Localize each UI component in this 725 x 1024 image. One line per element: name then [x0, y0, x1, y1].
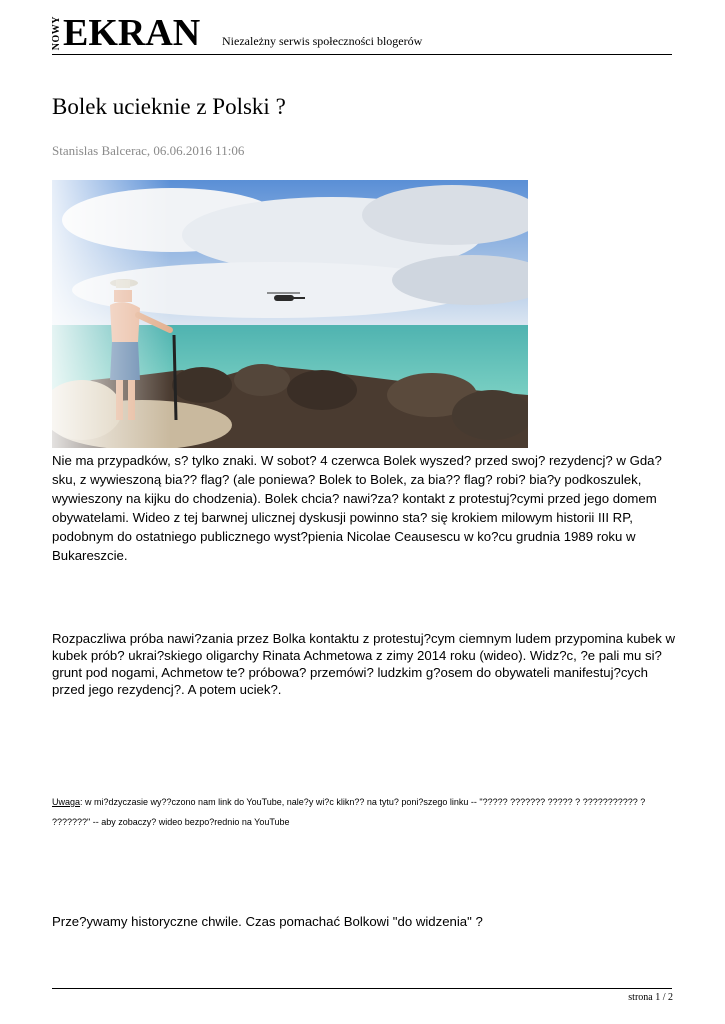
- page-number: strona 1 / 2: [628, 992, 673, 1003]
- article-paragraph-1: Nie ma przypadków, s? tylko znaki. W sobot? 4 czerwca Bolek wyszed? przed swoj? rezydencj? w Gda?sku, z wywieszoną bia?? flag? (ale poniewa? Bolek to Bolek, za bia?? flag? robi? bia?y podkoszulek, wywieszony na kijku do chodzenia). Bolek chcia? nawi?za? kontakt z protestuj?cymi przed jego domem obywatelami. Wideo z tej barwnej ulicznej dyskusji powinno sta? się krokiem milowym historii III RP, podobnym do ostatniego publicznego wyst?pienia Nicolae Ceausescu w ko?cu grudnia 1989 roku w Bukareszcie.: [52, 453, 662, 563]
- article-photo: [52, 180, 528, 448]
- article-paragraph-2: Rozpaczliwa próba nawi?zania przez Bolka kontaktu z protestuj?cym ciemnym ludem przypomina kubek w kubek prób? ukrai?skiego oligarchy Rinata Achmetowa z zimy 2014 roku (wideo). Widz?c, ?e pali mu si? grunt pod nogami, Achmetow te? próbowa? przemówi? ludzkim g?osem do obywateli manifestuj?cych przed jego rezydencj?. A potem uciek?.: [52, 631, 676, 697]
- logo-wordmark: EKRAN: [63, 12, 201, 54]
- article-paragraph-3: Prze?ywamy historyczne chwile. Czas pomachać Bolkowi "do widzenia" ?: [52, 914, 483, 929]
- site-tagline: Niezależny serwis społeczności blogerów: [222, 34, 423, 48]
- logo-prefix: NOWY: [51, 15, 62, 50]
- note-label: Uwaga: [52, 797, 81, 807]
- site-header: [52, 14, 672, 55]
- article-note: [52, 792, 672, 832]
- article-title: Bolek ucieknie z Polski ?: [52, 94, 286, 119]
- site-logo[interactable]: [51, 12, 201, 54]
- article-byline: Stanislas Balcerac, 06.06.2016 11:06: [52, 143, 245, 158]
- footer-divider: [52, 988, 672, 989]
- photo-illustration: [52, 180, 528, 448]
- note-text: : w mi?dzyczasie wy??czono nam link do YouTube, nale?y wi?c klikn?? na tytu? poni?szego linku -- "????? ??????? ????? ? ??????????? ? ???????" -- aby zobaczy? wideo bezpo?rednio na YouTube: [52, 797, 646, 827]
